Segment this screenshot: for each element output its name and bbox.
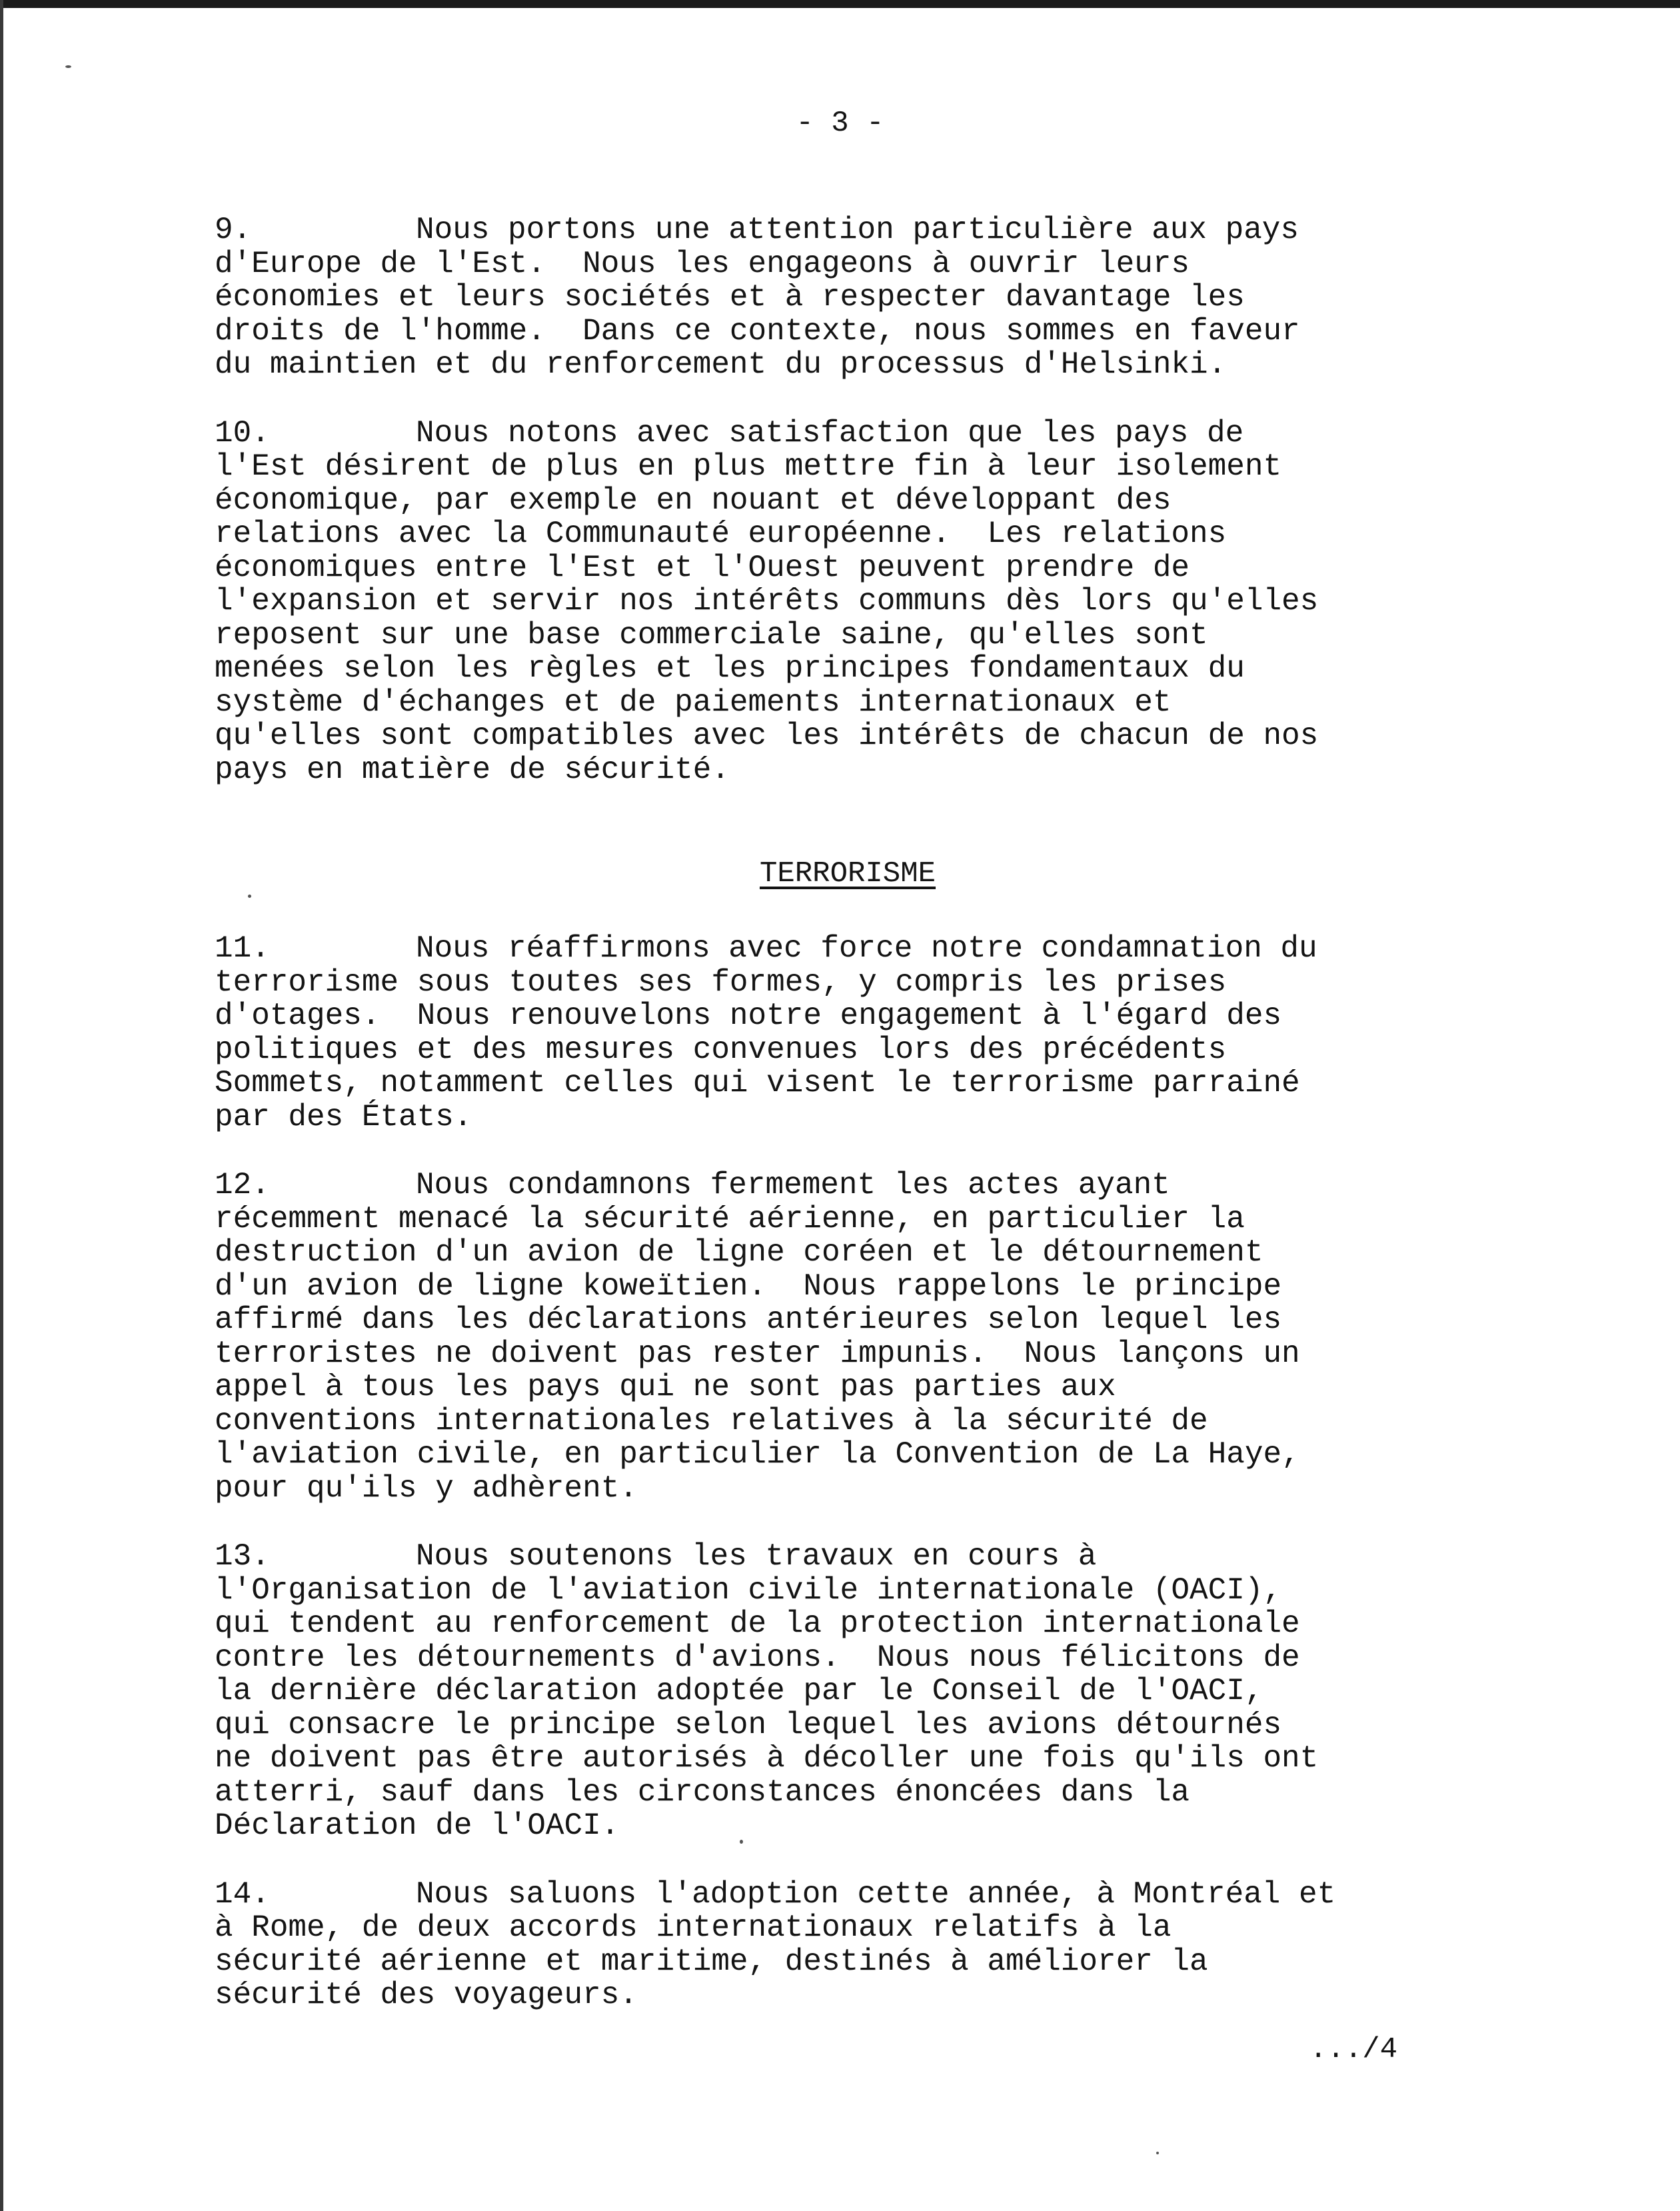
left-scan-border [0,0,3,2211]
paragraph [215,1168,1481,1505]
line-text: Nous condamnons fermement les actes ayant [416,1168,1170,1202]
line-text: l'Est désirent de plus en plus mettre fin à leur isolement [215,449,1282,484]
line-text: système d'échanges et de paiements internationaux et [215,685,1172,720]
paragraph-line [215,1708,1481,1742]
paragraph [215,1540,1481,1843]
line-text: Nous saluons l'adoption cette année, à Montréal et [416,1876,1336,1912]
line-text: l'aviation civile, en particulier la Convention de La Haye, [215,1437,1300,1472]
paragraph-line [215,1168,1481,1202]
line-text: d'otages. Nous renouvelons notre engagement à l'égard des [215,999,1282,1033]
line-text: la dernière déclaration adoptée par le Conseil de l'OACI, [215,1674,1263,1708]
line-text: destruction d'un avion de ligne coréen et le détournement [215,1235,1263,1270]
paragraph-line [215,484,1481,518]
paragraph-line [215,652,1481,686]
paragraph-number: 13. [215,1539,270,1574]
paragraph-line [215,1540,1481,1574]
line-text: du maintien et du renforcement du processus d'Helsinki. [215,347,1227,382]
line-text: relations avec la Communauté européenne. Les relations [215,517,1227,551]
line-text: Nous soutenons les travaux en cours à [416,1539,1097,1574]
top-scan-border [0,0,1680,8]
paragraph-number: 9. [215,213,252,247]
line-text: Sommets, notamment celles qui visent le terrorisme parrainé [215,1066,1300,1101]
paragraph-line [215,281,1481,315]
line-text: ne doivent pas être autorisés à décoller une fois qu'ils ont [215,1741,1319,1776]
line-text: menées selon les règles et les principes fondamentaux du [215,651,1245,686]
paragraph-line [215,213,1481,247]
line-text: terroristes ne doivent pas rester impunis. Nous lançons un [215,1336,1300,1371]
paragraph-line [215,753,1481,787]
line-text: atterri, sauf dans les circonstances énoncées dans la [215,1774,1190,1810]
paragraph-number: 12. [215,1168,270,1202]
line-text: Nous réaffirmons avec force notre condamnation du [416,931,1317,966]
paragraph [215,213,1481,382]
paragraph-line [215,966,1481,1000]
paragraph-line [215,1370,1481,1404]
paragraph-line [215,719,1481,753]
paragraph-line [215,517,1481,551]
paragraph-line [215,1202,1481,1236]
paragraph-line [215,1607,1481,1641]
paragraph-line [215,1776,1481,1810]
line-text: reposent sur une base commerciale saine, qu'elles sont [215,617,1208,653]
scan-speck [248,895,251,898]
paragraph-line [215,999,1481,1033]
line-text: pays en matière de sécurité. [215,752,730,787]
paragraph-line [215,1337,1481,1371]
paragraph-line [215,1945,1481,1979]
line-text: qui consacre le principe selon lequel les avions détournés [215,1707,1282,1742]
paragraph-line [215,1911,1481,1945]
continuation-marker: .../4 [1309,2033,1398,2066]
paragraph-line [215,450,1481,484]
line-text: qu'elles sont compatibles avec les intérêts de chacun de nos [215,719,1319,753]
paragraph-line [215,1674,1481,1708]
line-text: appel à tous les pays qui ne sont pas parties aux [215,1370,1116,1404]
paragraph-line [215,1641,1481,1675]
paragraph-line [215,932,1481,966]
line-text: pour qu'ils y adhèrent. [215,1470,638,1506]
line-text: qui tendent au renforcement de la protection internationale [215,1606,1300,1641]
line-text: affirmé dans les déclarations antérieures selon lequel les [215,1302,1282,1337]
paragraph-number: 10. [215,415,270,451]
paragraph-line [215,1404,1481,1438]
line-text: par des États. [215,1099,472,1134]
paragraph [215,417,1481,787]
paragraph-line [215,1438,1481,1472]
paragraph-line [215,619,1481,653]
line-text: droits de l'homme. Dans ce contexte, nous sommes en faveur [215,313,1300,349]
paragraph-line [215,551,1481,585]
line-text: économique, par exemple en nouant et développant des [215,483,1172,518]
line-text: d'un avion de ligne koweïtien. Nous rappelons le principe [215,1268,1282,1304]
line-text: sécurité des voyageurs. [215,1978,638,2012]
line-text: à Rome, de deux accords internationaux relatifs à la [215,1910,1172,1945]
paragraph-number: 14. [215,1876,270,1912]
line-text: l'Organisation de l'aviation civile internationale (OACI), [215,1572,1282,1608]
line-text: Nous notons avec satisfaction que les pays de [416,415,1244,451]
paragraph-line [215,1033,1481,1067]
paragraph-line [215,1978,1481,2012]
document-body [215,213,1481,2047]
line-text: sécurité aérienne et maritime, destinés à améliorer la [215,1944,1208,1979]
paragraph-line [215,1067,1481,1101]
paragraph [215,932,1481,1134]
line-text: politiques et des mesures convenues lors des précédents [215,1032,1227,1067]
paragraph-line [215,686,1481,720]
line-text: contre les détournements d'avions. Nous nous félicitons de [215,1640,1300,1675]
line-text: Nous portons une attention particulière aux pays [416,213,1299,247]
paragraph [215,1878,1481,2012]
line-text: économiques entre l'Est et l'Ouest peuvent prendre de [215,550,1190,585]
line-text: terrorisme sous toutes ses formes, y compris les prises [215,965,1227,1000]
paragraph-line [215,1574,1481,1608]
paragraph-line [215,1809,1481,1843]
paragraph-number: 11. [215,931,270,966]
page-number: - 3 - [796,107,884,140]
paragraph-line [215,1236,1481,1270]
line-text: Déclaration de l'OACI. [215,1808,620,1843]
scan-speck [65,65,71,68]
paragraph-line [215,585,1481,619]
scan-speck [1156,2152,1159,2154]
line-text: d'Europe de l'Est. Nous les engageons à ouvrir leurs [215,246,1190,281]
paragraph-line [215,247,1481,281]
section-heading [215,857,1481,891]
section-heading-text: TERRORISME [759,857,936,891]
paragraph-line [215,1472,1481,1506]
paragraph-line [215,1101,1481,1134]
paragraph-line [215,1878,1481,1912]
line-text: récemment menacé la sécurité aérienne, en particulier la [215,1201,1245,1236]
scan-speck [740,1840,743,1844]
line-text: économies et leurs sociétés et à respecter davantage les [215,280,1245,315]
paragraph-line [215,348,1481,382]
paragraph-line [215,315,1481,349]
line-text: conventions internationales relatives à la sécurité de [215,1403,1208,1438]
paragraph-line [215,417,1481,451]
line-text: l'expansion et servir nos intérêts communs dès lors qu'elles [215,584,1319,619]
paragraph-line [215,1303,1481,1337]
paragraph-line [215,1270,1481,1304]
paragraph-line [215,1742,1481,1776]
